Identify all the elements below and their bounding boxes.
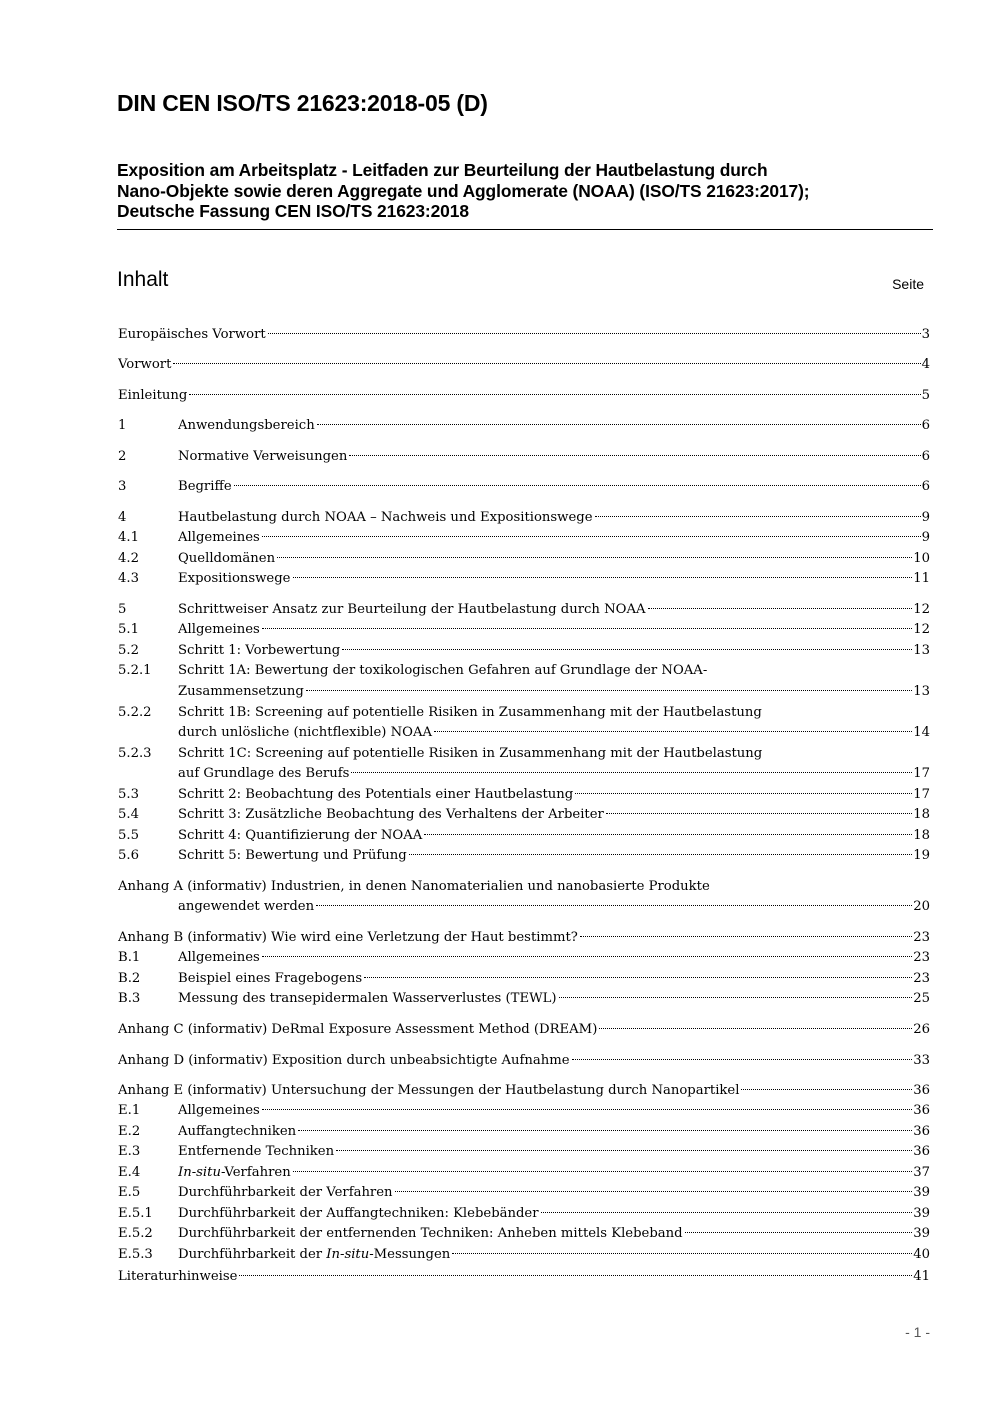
toc-entry-page: 14 <box>913 725 930 740</box>
toc-entry-title: Anwendungsbereich <box>178 418 315 433</box>
toc-entry-number: 5.6 <box>118 848 139 863</box>
toc-entry[interactable] <box>118 1101 930 1121</box>
toc-entry-number: B.1 <box>118 950 141 965</box>
toc-entry-number: 4.2 <box>118 551 139 566</box>
leader-dots <box>606 813 912 814</box>
toc-entry[interactable] <box>118 1163 930 1183</box>
toc-entry-page: 10 <box>913 551 930 566</box>
toc-entry-page: 39 <box>913 1206 930 1221</box>
toc-entry-title: Quelldomänen <box>178 551 276 566</box>
toc-entry-title: Durchführbarkeit der Auffangtechniken: Klebebänder <box>178 1206 539 1221</box>
toc-entry-page: 33 <box>913 1053 930 1068</box>
document-title: DIN CEN ISO/TS 21623:2018-05 (D) <box>117 90 488 116</box>
toc-entry[interactable] <box>118 826 930 846</box>
toc-entry-number: 1 <box>118 418 127 433</box>
toc-entry[interactable] <box>118 477 930 497</box>
toc-entry-number: 3 <box>118 479 127 494</box>
toc-entry-number: B.3 <box>118 991 141 1006</box>
leader-dots <box>306 690 912 691</box>
leader-dots <box>262 536 921 537</box>
subtitle-line: Nano-Objekte sowie deren Aggregate und Agglomerate (NOAA) (ISO/TS 21623:2017); <box>117 180 810 201</box>
toc-entry[interactable] <box>118 569 930 589</box>
toc-entry[interactable] <box>118 528 930 548</box>
toc-entry-number: 2 <box>118 449 127 464</box>
toc-entry-number: E.2 <box>118 1124 141 1139</box>
toc-entry[interactable] <box>118 1224 930 1244</box>
toc-entry-page: 17 <box>913 787 930 802</box>
toc-entry-page: 17 <box>913 766 930 781</box>
leader-dots <box>262 1109 912 1110</box>
toc-entry[interactable] <box>118 641 930 661</box>
leader-dots <box>173 363 920 364</box>
toc-entry-page: 36 <box>913 1144 930 1159</box>
leader-dots <box>575 793 912 794</box>
toc-entry-number: E.5.2 <box>118 1226 153 1241</box>
toc-entry[interactable] <box>118 703 930 723</box>
toc-entry[interactable] <box>118 620 930 640</box>
toc-entry-page: 12 <box>913 622 930 637</box>
toc-entry-page: 6 <box>921 479 930 494</box>
leader-dots <box>351 772 912 773</box>
toc-entry-title: Anhang D (informativ) Exposition durch unbeabsichtigte Aufnahme <box>118 1053 570 1068</box>
leader-dots <box>262 956 912 957</box>
toc-entry-title: Einleitung <box>118 388 188 403</box>
toc-entry-page: 3 <box>921 327 930 342</box>
toc-entry-title: Schritt 1A: Bewertung der toxikologischen Gefahren auf Grundlage der NOAA- <box>178 663 708 678</box>
toc-entry-title: Allgemeines <box>178 1103 260 1118</box>
toc-entry-title: angewendet werden <box>178 899 315 914</box>
toc-entry-number: E.5.1 <box>118 1206 153 1221</box>
leader-dots <box>317 424 921 425</box>
toc-entry[interactable] <box>118 989 930 1009</box>
toc-entry-title: Schritt 1B: Screening auf potentielle Risiken in Zusammenhang mit der Hautbelastung <box>178 705 762 720</box>
toc-entry-title: Allgemeines <box>178 622 260 637</box>
toc-entry[interactable] <box>118 928 930 948</box>
toc-entry-page: 41 <box>913 1269 930 1284</box>
toc-entry-number: 4 <box>118 510 127 525</box>
toc-entry-title: Schritt 5: Bewertung und Prüfung <box>178 848 407 863</box>
toc-entry-number: E.5.3 <box>118 1247 153 1262</box>
toc-entry-title: Europäisches Vorwort <box>118 327 266 342</box>
toc-entry-number: 5.5 <box>118 828 139 843</box>
toc-entry-page: 37 <box>913 1165 930 1180</box>
toc-entry[interactable] <box>118 948 930 968</box>
toc-entry-page: 18 <box>913 807 930 822</box>
toc-entry[interactable] <box>118 805 930 825</box>
toc-entry-title: In-situ-Verfahren <box>178 1165 291 1180</box>
title-divider <box>117 229 933 230</box>
toc-entry-page: 23 <box>913 950 930 965</box>
toc-entry[interactable] <box>118 1020 930 1040</box>
toc-entry-page: 36 <box>913 1124 930 1139</box>
subtitle-line: Deutsche Fassung CEN ISO/TS 21623:2018 <box>117 201 469 221</box>
toc-entry-number: 5.2.1 <box>118 663 152 678</box>
toc-entry-number: 5.1 <box>118 622 139 637</box>
toc-entry-title: Durchführbarkeit der Verfahren <box>178 1185 393 1200</box>
toc-entry-page: 23 <box>913 930 930 945</box>
toc-entry-title: Messung des transepidermalen Wasserverlustes (TEWL) <box>178 991 557 1006</box>
leader-dots <box>409 854 913 855</box>
toc-entry-page: 36 <box>913 1083 930 1098</box>
toc-entry-number: 5.2 <box>118 643 139 658</box>
leader-dots <box>685 1232 913 1233</box>
toc-entry[interactable] <box>118 325 930 345</box>
toc-entry-title: Schritt 1: Vorbewertung <box>178 643 341 658</box>
toc-entry-page: 4 <box>921 357 930 372</box>
document-subtitle <box>117 160 933 222</box>
toc-entry-page: 18 <box>913 828 930 843</box>
toc-entry-number: E.5 <box>118 1185 141 1200</box>
toc-entry[interactable] <box>118 416 930 436</box>
toc-entry-page: 6 <box>921 449 930 464</box>
toc-entry-page: 6 <box>921 418 930 433</box>
leader-dots <box>741 1089 912 1090</box>
toc-entry-title: durch unlösliche (nichtflexible) NOAA <box>178 725 433 740</box>
leader-dots <box>648 608 913 609</box>
leader-dots <box>580 936 912 937</box>
leader-dots <box>349 455 920 456</box>
toc-entry-number: B.2 <box>118 971 141 986</box>
toc-entry[interactable] <box>118 1183 930 1203</box>
toc-entry-number: 5.2.3 <box>118 746 152 761</box>
toc-entry-title: Entfernende Techniken <box>178 1144 335 1159</box>
leader-dots <box>239 1275 912 1276</box>
leader-dots <box>277 557 912 558</box>
leader-dots <box>572 1059 913 1060</box>
toc-entry[interactable] <box>118 386 930 406</box>
toc-entry[interactable] <box>118 897 930 917</box>
toc-entry-page: 13 <box>913 684 930 699</box>
toc-entry[interactable] <box>118 355 930 375</box>
toc-entry[interactable] <box>118 447 930 467</box>
toc-entry-number: 4.1 <box>118 530 139 545</box>
toc-entry-title: Schritt 3: Zusätzliche Beobachtung des Verhaltens der Arbeiter <box>178 807 604 822</box>
toc-entry-title: Vorwort <box>118 357 172 372</box>
leader-dots <box>364 977 912 978</box>
toc-entry-page: 12 <box>913 602 930 617</box>
leader-dots <box>595 516 921 517</box>
toc-entry-number: E.4 <box>118 1165 141 1180</box>
toc-entry[interactable] <box>118 785 930 805</box>
toc-entry[interactable] <box>118 508 930 528</box>
toc-entry-title: Anhang E (informativ) Untersuchung der Messungen der Hautbelastung durch Nanopartikel <box>118 1083 740 1098</box>
toc-entry[interactable] <box>118 744 930 764</box>
toc-entry[interactable] <box>118 682 930 702</box>
toc-entry-title: Durchführbarkeit der entfernenden Techniken: Anheben mittels Klebeband <box>178 1226 683 1241</box>
toc-entry-title: Durchführbarkeit der In-situ-Messungen <box>178 1247 451 1262</box>
leader-dots <box>452 1253 912 1254</box>
subtitle-line: Exposition am Arbeitsplatz - Leitfaden zur Beurteilung der Hautbelastung durch <box>117 160 768 180</box>
leader-dots <box>298 1130 912 1131</box>
toc-entry[interactable] <box>118 969 930 989</box>
toc-entry[interactable] <box>118 600 930 620</box>
leader-dots <box>424 834 912 835</box>
toc-entry-page: 25 <box>913 991 930 1006</box>
toc-entry-title: Schrittweiser Ansatz zur Beurteilung der Hautbelastung durch NOAA <box>178 602 646 617</box>
toc-entry-title: auf Grundlage des Berufs <box>178 766 350 781</box>
toc-entry-title: Anhang A (informativ) Industrien, in denen Nanomaterialien und nanobasierte Produkte <box>118 879 710 894</box>
toc-entry-title: Schritt 4: Quantifizierung der NOAA <box>178 828 423 843</box>
toc-entry[interactable] <box>118 764 930 784</box>
toc-entry-number: 5.3 <box>118 787 139 802</box>
leader-dots <box>293 577 913 578</box>
leader-dots <box>234 485 921 486</box>
toc-entry[interactable] <box>118 661 930 681</box>
leader-dots <box>262 628 912 629</box>
leader-dots <box>189 394 920 395</box>
toc-entry-title: Anhang B (informativ) Wie wird eine Verletzung der Haut bestimmt? <box>118 930 578 945</box>
toc-entry-page: 11 <box>913 571 930 586</box>
toc-entry-title: Expositionswege <box>178 571 291 586</box>
leader-dots <box>336 1150 912 1151</box>
toc-entry[interactable] <box>118 1142 930 1162</box>
toc-entry-title: Allgemeines <box>178 950 260 965</box>
toc-entry[interactable] <box>118 846 930 866</box>
toc-entry-page: 13 <box>913 643 930 658</box>
toc-entry[interactable] <box>118 1245 930 1265</box>
toc-entry-page: 5 <box>921 388 930 403</box>
toc-entry[interactable] <box>118 1267 930 1287</box>
toc-entry-title: Literaturhinweise <box>118 1269 238 1284</box>
leader-dots <box>541 1212 913 1213</box>
page-number: - 1 - <box>905 1324 930 1340</box>
toc-entry-number: E.3 <box>118 1144 141 1159</box>
toc-entry-title: Allgemeines <box>178 530 260 545</box>
toc-entry[interactable] <box>118 1081 930 1101</box>
leader-dots <box>559 997 913 998</box>
leader-dots <box>599 1028 912 1029</box>
toc-entry-title: Normative Verweisungen <box>178 449 348 464</box>
toc-entry[interactable] <box>118 549 930 569</box>
toc-entry-number: 5 <box>118 602 127 617</box>
toc-entry-page: 9 <box>921 530 930 545</box>
toc-heading: Inhalt <box>117 268 169 291</box>
toc-entry-number: E.1 <box>118 1103 141 1118</box>
leader-dots <box>293 1171 913 1172</box>
toc-entry-title: Schritt 2: Beobachtung des Potentials einer Hautbelastung <box>178 787 574 802</box>
toc-entry[interactable] <box>118 877 930 897</box>
toc-entry-title: Schritt 1C: Screening auf potentielle Risiken in Zusammenhang mit der Hautbelastung <box>178 746 763 761</box>
toc-entry-number: 4.3 <box>118 571 139 586</box>
leader-dots <box>316 905 912 906</box>
toc-entry-page: 19 <box>913 848 930 863</box>
toc-entry-title: Beispiel eines Fragebogens <box>178 971 363 986</box>
toc-entry-page: 23 <box>913 971 930 986</box>
toc-entry-page: 9 <box>921 510 930 525</box>
page-column-label: Seite <box>892 276 924 292</box>
leader-dots <box>434 731 912 732</box>
toc-entry-number: 5.4 <box>118 807 139 822</box>
leader-dots <box>395 1191 913 1192</box>
toc-entry[interactable] <box>118 1204 930 1224</box>
toc-entry[interactable] <box>118 1051 930 1071</box>
leader-dots <box>342 649 912 650</box>
toc-entry-page: 36 <box>913 1103 930 1118</box>
toc-entry-page: 39 <box>913 1226 930 1241</box>
toc-entry-page: 40 <box>913 1247 930 1262</box>
toc-entry-title: Begriffe <box>178 479 232 494</box>
toc-entry-title: Anhang C (informativ) DeRmal Exposure Assessment Method (DREAM) <box>118 1022 598 1037</box>
toc-entry[interactable] <box>118 723 930 743</box>
toc-entry-title: Auffangtechniken <box>178 1124 297 1139</box>
toc-entry-number: 5.2.2 <box>118 705 152 720</box>
toc-entry[interactable] <box>118 1122 930 1142</box>
toc-entry-page: 39 <box>913 1185 930 1200</box>
toc-entry-page: 20 <box>913 899 930 914</box>
leader-dots <box>268 333 921 334</box>
toc-entry-title: Hautbelastung durch NOAA – Nachweis und Expositionswege <box>178 510 593 525</box>
toc-entry-title: Zusammensetzung <box>178 684 304 699</box>
toc-entry-page: 26 <box>913 1022 930 1037</box>
